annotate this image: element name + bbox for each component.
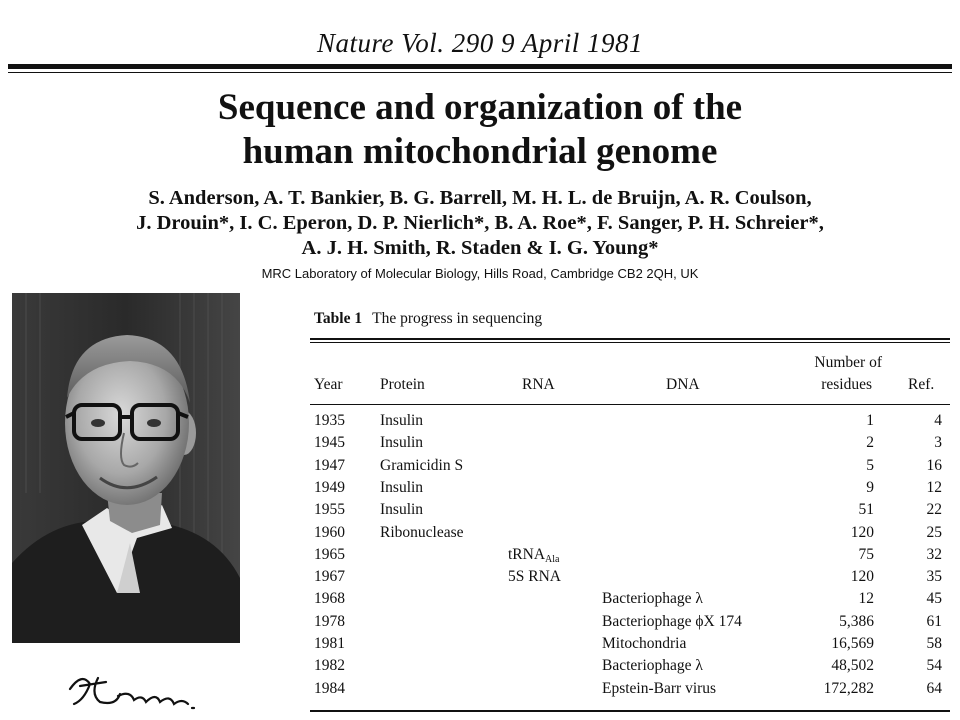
cell-protein: Insulin: [380, 434, 424, 452]
portrait-illustration: [12, 293, 240, 643]
cell-ref: 32: [926, 545, 942, 563]
header-year: Year: [314, 376, 343, 393]
header-protein: Protein: [380, 376, 425, 393]
header-dna: DNA: [666, 376, 700, 393]
cell-residues: 48,502: [831, 657, 874, 675]
authors-line-2: J. Drouin*, I. C. Eperon, D. P. Nierlich*, B. A. Roe*, F. Sanger, P. H. Schreier*,: [136, 212, 824, 234]
table-row: [310, 457, 950, 479]
cell-year: 1949: [314, 478, 345, 496]
cell-ref: 25: [926, 523, 942, 541]
cell-year: 1978: [314, 612, 345, 630]
table-caption-text: The progress in sequencing: [372, 310, 543, 327]
cell-residues: 120: [850, 568, 874, 586]
cell-year: 1981: [314, 635, 345, 652]
table-row: [310, 635, 950, 657]
cell-residues: 51: [858, 501, 874, 519]
cell-rna-subscript: Ala: [545, 553, 560, 565]
cell-protein: Ribonuclease: [380, 523, 464, 541]
table-row: [310, 479, 950, 501]
table-row: [310, 546, 950, 568]
article-title: [0, 86, 960, 174]
cell-year: 1984: [314, 679, 345, 697]
cell-protein: Gramicidin S: [380, 456, 464, 474]
cell-ref: 3: [934, 434, 942, 452]
journal-citation: Nature Vol. 290 9 April 1981: [316, 28, 644, 58]
table-row: [310, 434, 950, 456]
cell-ref: 45: [926, 590, 942, 608]
cell-residues: 172,282: [823, 679, 874, 697]
header-number-line1: Number of: [814, 354, 882, 371]
cell-residues: 2: [866, 434, 874, 452]
header-rna: RNA: [522, 376, 555, 393]
table-row: [310, 412, 950, 434]
cell-residues: 16,569: [831, 635, 874, 652]
cell-year: 1955: [314, 501, 345, 519]
cell-year: 1935: [314, 412, 345, 429]
cell-protein: Insulin: [380, 478, 424, 496]
cell-dna: Bacteriophage λ: [602, 657, 703, 675]
cell-rna: tRNA$_{Ala}$: [508, 545, 560, 565]
table-rule-top-thin: [310, 342, 950, 343]
authors-line-3: A. J. H. Smith, R. Staden & I. G. Young*: [301, 237, 659, 259]
cell-protein: Insulin: [380, 412, 424, 429]
cell-ref: 4: [934, 412, 942, 429]
affiliation: MRC Laboratory of Molecular Biology, Hills Road, Cambridge CB2 2QH, UK: [261, 266, 699, 281]
header-number-line2: residues: [821, 376, 872, 393]
cell-year: 1965: [314, 545, 345, 563]
table-row: [310, 680, 950, 702]
cell-year: 1967: [314, 568, 345, 586]
table-label: Table 1: [314, 310, 363, 327]
header-ref: Ref.: [908, 376, 935, 393]
table-rule-bottom: [310, 710, 950, 712]
cell-residues: 5: [866, 456, 874, 474]
table-row: [310, 613, 950, 635]
cell-dna: Epstein-Barr virus: [602, 679, 717, 697]
authors-line-1: S. Anderson, A. T. Bankier, B. G. Barrell, M. H. L. de Bruijn, A. R. Coulson,: [148, 187, 812, 209]
title-line-2: human mitochondrial genome: [242, 131, 718, 172]
cell-residues: 120: [850, 523, 874, 541]
cell-year: 1968: [314, 590, 345, 608]
cell-ref: 61: [926, 612, 942, 630]
cell-dna: Bacteriophage λ: [602, 590, 703, 608]
cell-ref: 58: [926, 635, 942, 652]
cell-ref: 35: [926, 568, 942, 586]
cell-residues: 9: [866, 478, 874, 496]
author-list: [0, 186, 960, 261]
header-rule-thick: [8, 64, 952, 69]
cell-residues: 12: [858, 590, 874, 608]
cell-year: 1947: [314, 456, 345, 474]
table-row: [310, 590, 950, 612]
table-caption: [314, 310, 542, 328]
title-line-1: Sequence and organization of the: [217, 87, 743, 128]
cell-dna: Mitochondria: [602, 635, 687, 652]
cell-ref: 12: [926, 478, 942, 496]
table-row: [310, 524, 950, 546]
cell-ref: 16: [926, 456, 942, 474]
signature-icon: [60, 664, 210, 714]
journal-header: [0, 0, 960, 70]
cell-year: 1960: [314, 523, 345, 541]
cell-year: 1945: [314, 434, 345, 452]
cell-ref: 64: [926, 679, 942, 697]
cell-protein: Insulin: [380, 501, 424, 519]
cell-dna: Bacteriophage ϕX 174: [602, 612, 742, 630]
table-rule-top: [310, 338, 950, 340]
cell-ref: 54: [926, 657, 942, 675]
portrait-photo: [12, 293, 240, 643]
cell-ref: 22: [926, 501, 942, 519]
cell-rna: 5S RNA: [508, 568, 561, 586]
cell-residues: 75: [858, 545, 874, 563]
sequencing-table: [310, 300, 950, 712]
table-rule-header: [310, 404, 950, 405]
cell-year: 1982: [314, 657, 345, 675]
table-row: [310, 657, 950, 679]
table-row: [310, 568, 950, 590]
cell-residues: 1: [866, 412, 874, 429]
header-rule-thin: [8, 72, 952, 73]
cell-residues: 5,386: [839, 612, 874, 630]
table-row: [310, 501, 950, 523]
